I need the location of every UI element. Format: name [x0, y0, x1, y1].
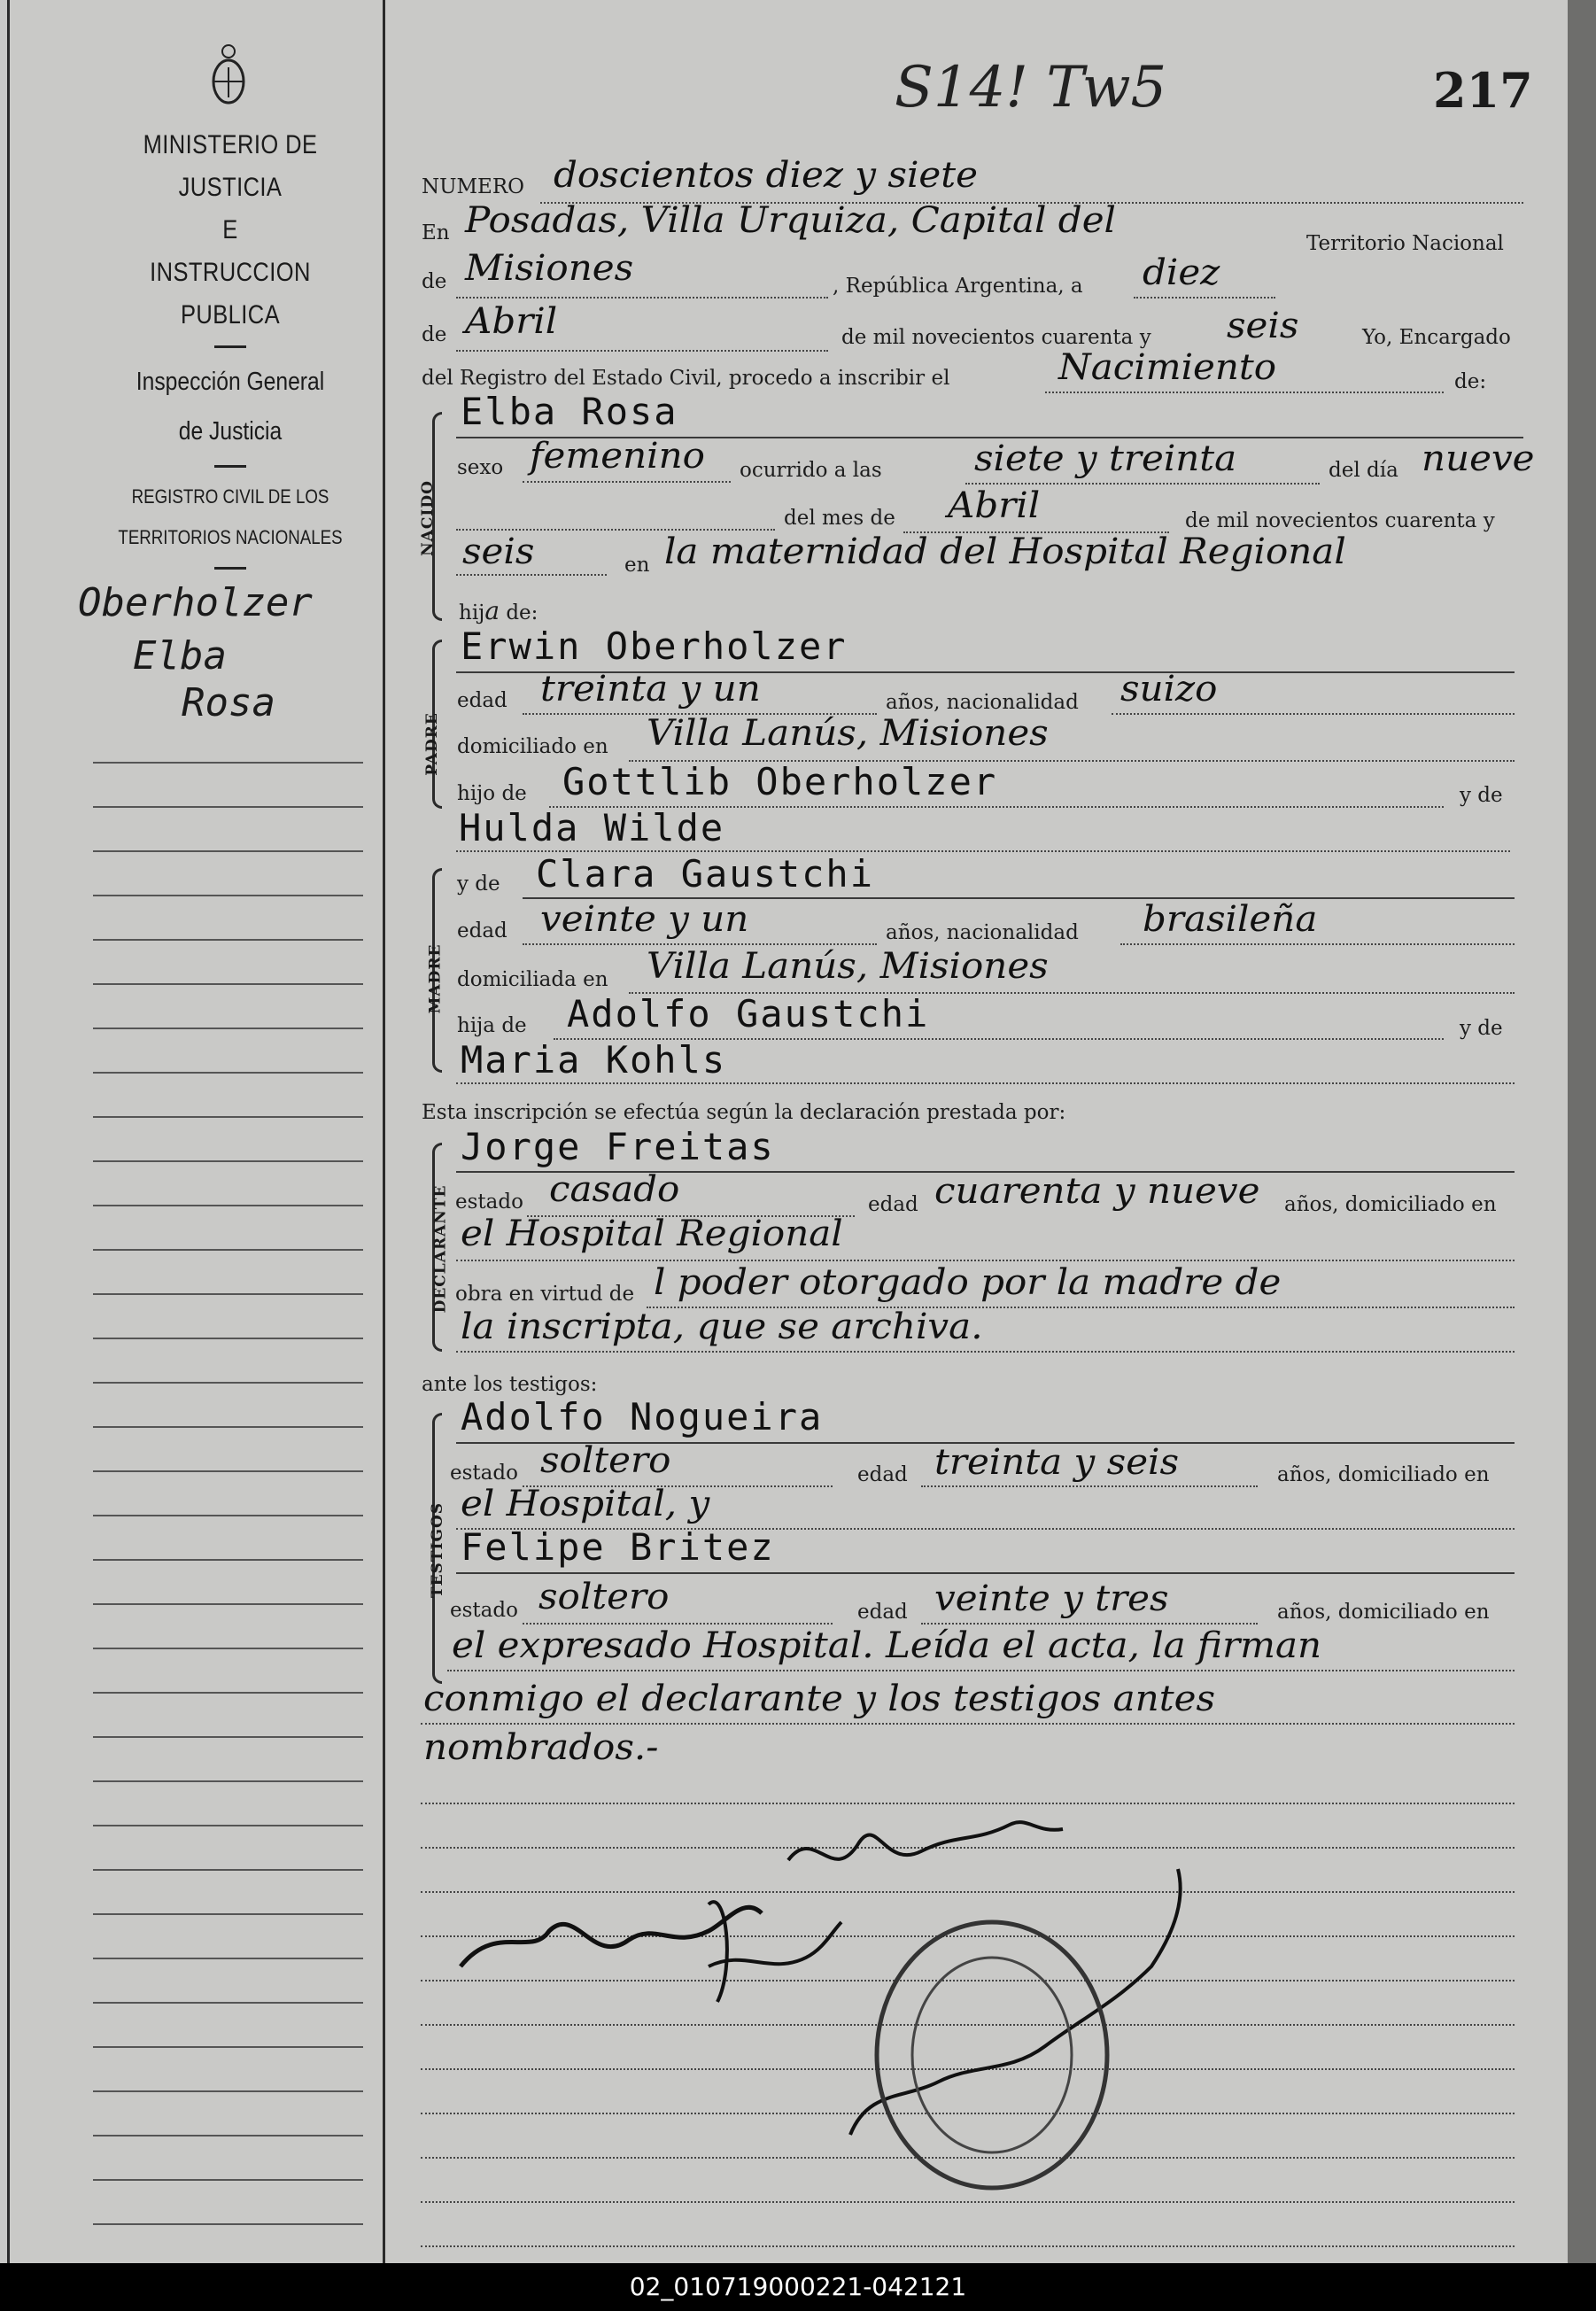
margin-line: [93, 1603, 363, 1605]
margin-line: [93, 1515, 363, 1516]
label-y-de: y de: [1460, 784, 1503, 807]
margin-line: [93, 1205, 363, 1206]
label-en: En: [422, 221, 450, 244]
section-label-declarante: DECLARANTE: [431, 1184, 450, 1314]
image-id-footer: 02_010719000221-042121: [0, 2263, 1596, 2311]
hij-de: de:: [506, 601, 538, 624]
child-name: Elba Rosa: [461, 390, 678, 433]
divider: [214, 465, 246, 468]
label-sexo: sexo: [457, 456, 504, 479]
margin-line: [93, 850, 363, 852]
margin-line: [93, 2179, 363, 2181]
mother-name: Clara Gaustchi: [536, 852, 875, 896]
margin-line: [93, 1869, 363, 1871]
label-anos-nac-madre: años, nacionalidad: [886, 921, 1079, 944]
father-nationality: suizo: [1120, 669, 1218, 710]
margin-line: [93, 1338, 363, 1339]
label-territorio: Territorio Nacional: [1306, 232, 1504, 255]
label-ante: ante los testigos:: [422, 1373, 598, 1396]
territory-name: Misiones: [465, 248, 634, 289]
label-hija-de: hija de: [457, 1014, 527, 1037]
label-del-dia: del día: [1329, 459, 1398, 482]
top-annotation: S14! Tw5: [895, 55, 1167, 120]
label-edad-t1: edad: [857, 1463, 908, 1486]
dotline: [456, 529, 775, 531]
dotline: [965, 483, 1320, 485]
declarant-domicile: el Hospital Regional: [461, 1214, 843, 1254]
margin-line: [93, 1470, 363, 1472]
place: Posadas, Villa Urquiza, Capital del: [465, 200, 1116, 241]
ministry-line: Inspección General: [136, 368, 325, 396]
paternal-grandmother: Hulda Wilde: [459, 806, 725, 849]
margin-line: [93, 983, 363, 985]
margin-line: [93, 1958, 363, 1959]
label-estado-t2: estado: [450, 1599, 518, 1622]
ministry-line: REGISTRO CIVIL DE LOS: [131, 485, 329, 508]
rule: [456, 1572, 1515, 1574]
dotline: [421, 2245, 1515, 2247]
father-name: Erwin Oberholzer: [461, 624, 848, 668]
hij-text: hij: [459, 601, 485, 624]
birth-place: la maternidad del Hospital Regional: [664, 531, 1346, 572]
label-yo: Yo, Encargado: [1362, 326, 1511, 349]
section-label-nacido: NACIDO: [418, 480, 437, 556]
signature-declarant: [788, 1822, 1063, 1860]
margin-surname: Oberholzer: [78, 580, 313, 625]
maternal-grandmother: Maria Kohls: [461, 1038, 727, 1082]
label-obra: obra en virtud de: [455, 1283, 635, 1306]
ministry-line: INSTRUCCION PUBLICA: [150, 258, 311, 330]
witness1-name: Adolfo Nogueira: [461, 1395, 824, 1439]
margin-line: [93, 1249, 363, 1251]
dotline: [523, 1623, 833, 1625]
margin-line: [93, 1293, 363, 1295]
label-anos-nac: años, nacionalidad: [886, 691, 1079, 714]
divider: [214, 345, 246, 348]
official-seal-inner: [912, 1958, 1072, 2152]
dotline: [456, 297, 828, 299]
margin-line: [93, 1072, 363, 1074]
label-hijo-de: hijo de: [457, 782, 527, 805]
margin-line: [93, 1028, 363, 1029]
closing-line-3: nombrados.-: [423, 1727, 659, 1768]
label-y-de2: y de: [1460, 1017, 1503, 1040]
margin-line: [93, 2090, 363, 2092]
label-domiciliado: domiciliado en: [457, 735, 608, 758]
record-number: doscientos diez y siete: [554, 155, 978, 196]
margin-line: [93, 1160, 363, 1162]
margin-middle-name: Rosa: [182, 680, 275, 725]
declarant-age: cuarenta y nueve: [934, 1171, 1260, 1212]
dotline: [921, 1485, 1258, 1487]
label-de: de: [422, 270, 447, 293]
label-estado-t1: estado: [450, 1462, 518, 1485]
signature-witness-1: [461, 1907, 762, 1966]
registration-month: Abril: [465, 301, 558, 342]
left-rule: [7, 0, 10, 2311]
label-numero: NUMERO: [422, 175, 525, 198]
section-label-madre: MADRE: [426, 943, 445, 1014]
margin-line: [93, 762, 363, 764]
witness2-status: soltero: [538, 1577, 670, 1617]
divider: [214, 567, 246, 570]
label-en2: en: [624, 554, 650, 577]
signatures: [443, 1789, 1329, 2214]
dotline: [1045, 392, 1444, 393]
label-de-colon: de:: [1454, 370, 1487, 393]
label-del-mes: del mes de: [784, 507, 895, 530]
act-type: Nacimiento: [1058, 347, 1277, 388]
closing-line-1: el expresado Hospital. Leída el acta, la firman: [452, 1625, 1322, 1666]
power-clause-2: la inscripta, que se archiva.: [461, 1307, 983, 1347]
dotline: [456, 1351, 1515, 1353]
margin-line: [93, 939, 363, 941]
label-de2: de: [422, 323, 447, 346]
label-domiciliada: domiciliada en: [457, 968, 608, 991]
birth-month: Abril: [948, 485, 1041, 526]
father-domicile: Villa Lanús, Misiones: [647, 713, 1049, 754]
mother-age: veinte y un: [540, 899, 749, 940]
witness2-name: Felipe Britez: [461, 1525, 775, 1569]
dotline: [421, 1723, 1515, 1725]
witness1-status: soltero: [540, 1440, 671, 1481]
birth-time: siete y treinta: [974, 438, 1237, 479]
label-anos-dom-t1: años, domiciliado en: [1277, 1463, 1490, 1486]
ministry-header: [89, 124, 372, 578]
dotline: [456, 1260, 1515, 1261]
margin-line: [93, 806, 363, 808]
label-mil-cuarenta: de mil novecientos cuarenta y: [1185, 509, 1495, 532]
witness1-domicile: el Hospital, y: [461, 1484, 710, 1524]
label-hijo: [459, 596, 538, 625]
maternal-grandfather: Adolfo Gaustchi: [567, 992, 930, 1035]
ministry-line: de Justicia: [178, 417, 283, 446]
page-number: 217: [1433, 62, 1533, 119]
label-anos-dom: años, domiciliado en: [1284, 1193, 1497, 1216]
margin-line: [93, 1780, 363, 1782]
closing-line-2: conmigo el declarante y los testigos antes: [423, 1679, 1216, 1719]
dotline: [456, 574, 607, 576]
label-anos-dom-t2: años, domiciliado en: [1277, 1601, 1490, 1624]
label-estado: estado: [455, 1190, 523, 1214]
label-edad-madre: edad: [457, 919, 507, 942]
dotline: [1134, 297, 1275, 299]
label-edad-decl: edad: [868, 1193, 918, 1216]
label-republica: , República Argentina, a: [833, 275, 1083, 298]
margin-line: [93, 895, 363, 896]
birth-day: nueve: [1422, 438, 1535, 479]
mother-nationality: brasileña: [1143, 899, 1318, 940]
dotline: [447, 1670, 1515, 1671]
dotline: [921, 1623, 1258, 1625]
registration-year: seis: [1227, 306, 1299, 346]
margin-line: [93, 2046, 363, 2048]
declarant-status: casado: [549, 1169, 680, 1210]
margin-line: [93, 1692, 363, 1694]
signature-officer: [850, 1869, 1181, 2135]
father-age: treinta y un: [540, 669, 761, 710]
margin-line: [93, 2135, 363, 2137]
argentina-crest-icon: [211, 43, 246, 106]
mother-domicile: Villa Lanús, Misiones: [647, 946, 1049, 987]
child-sex: femenino: [530, 436, 705, 477]
page-edge: [1568, 0, 1596, 2263]
label-edad-t2: edad: [857, 1601, 908, 1624]
margin-rule: [383, 0, 385, 2311]
dotline: [1112, 713, 1515, 715]
margin-line: [93, 2223, 363, 2225]
margin-line: [93, 2002, 363, 2004]
label-inscripcion: Esta inscripción se efectúa según la declaración prestada por:: [422, 1101, 1066, 1124]
margin-line: [93, 1116, 363, 1118]
dotline: [456, 350, 828, 352]
paternal-grandfather: Gottlib Oberholzer: [562, 760, 998, 803]
ministry-line: MINISTERIO DE JUSTICIA: [143, 130, 318, 202]
ministry-line: E: [222, 215, 238, 244]
margin-line: [93, 1648, 363, 1649]
ministry-line: TERRITORIOS NACIONALES: [118, 526, 343, 548]
registration-day: diez: [1143, 252, 1220, 293]
dotline: [523, 481, 731, 483]
margin-line: [93, 1736, 363, 1738]
label-edad: edad: [457, 689, 507, 712]
label-ocurrido: ocurrido a las: [740, 459, 882, 482]
section-label-testigos: TESTIGOS: [429, 1501, 447, 1599]
margin-line: [93, 1913, 363, 1915]
birth-year: seis: [462, 531, 535, 572]
power-clause-1: l poder otorgado por la madre de: [654, 1262, 1282, 1303]
witness1-age: treinta y seis: [934, 1442, 1180, 1483]
hij-suffix: a: [484, 596, 500, 625]
dotline: [1120, 943, 1515, 945]
label-mil: de mil novecientos cuarenta y: [841, 326, 1151, 349]
section-label-padre: PADRE: [422, 712, 441, 776]
dotline: [523, 943, 877, 945]
declarant-name: Jorge Freitas: [461, 1125, 775, 1168]
label-y-de-madre: y de: [457, 872, 500, 896]
margin-line: [93, 1825, 363, 1826]
margin-line: [93, 1426, 363, 1428]
dotline: [456, 1082, 1515, 1084]
margin-given-name: Elba: [133, 633, 227, 679]
margin-line: [93, 1559, 363, 1561]
margin-line: [93, 1382, 363, 1384]
witness2-age: veinte y tres: [934, 1578, 1169, 1619]
label-registro: del Registro del Estado Civil, procedo a inscribir el: [422, 367, 950, 390]
